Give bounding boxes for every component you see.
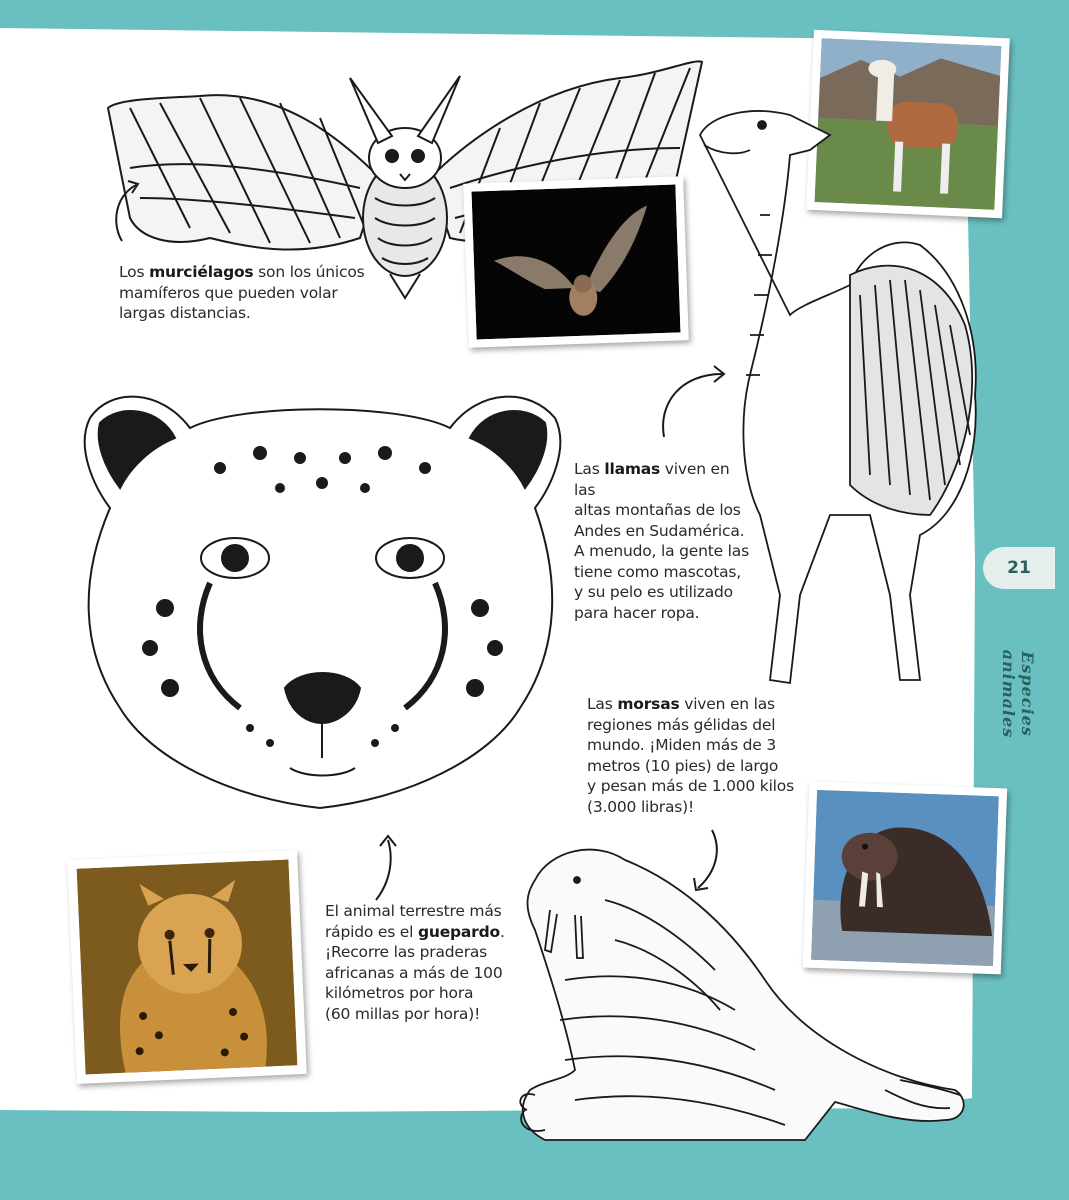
cheetah-arrow — [368, 832, 408, 904]
walrus-keyword: morsas — [617, 695, 680, 713]
walrus-drawing — [505, 840, 975, 1160]
bat-arrow — [108, 175, 148, 245]
llama-arrow — [652, 362, 732, 442]
bat-caption: Los murciélagos son los únicos mamíferos que pueden volar largas distancias. — [119, 263, 365, 322]
cheetah-drawing — [70, 378, 575, 828]
cheetah-caption: El animal terrestre más rápido es el guepardo. ¡Recorre las praderas africanas a más de 100 kilómetros por hora (60 millas por hora)! — [325, 902, 505, 1023]
cheetah-photo — [67, 850, 307, 1084]
cheetah-keyword: guepardo — [417, 922, 500, 941]
bat-photo — [463, 176, 689, 348]
page-number: 21 — [983, 547, 1055, 589]
walrus-caption: Las morsas viven en las regiones más gélidas del mundo. ¡Miden más de 3 metros (10 pies) de largo y pesan más de 1.000 kilos (3.000 libras)! — [587, 695, 794, 816]
bat-keyword: murciélagos — [149, 263, 254, 281]
section-title: Especies animales — [999, 649, 1037, 739]
llama-caption: Las llamas viven en las altas montañas de los Andes en Sudamérica. A menudo, la gente las tiene como mascotas, y su pelo es utilizado para hacer ropa. — [574, 460, 749, 622]
llama-keyword: llamas — [604, 460, 661, 478]
